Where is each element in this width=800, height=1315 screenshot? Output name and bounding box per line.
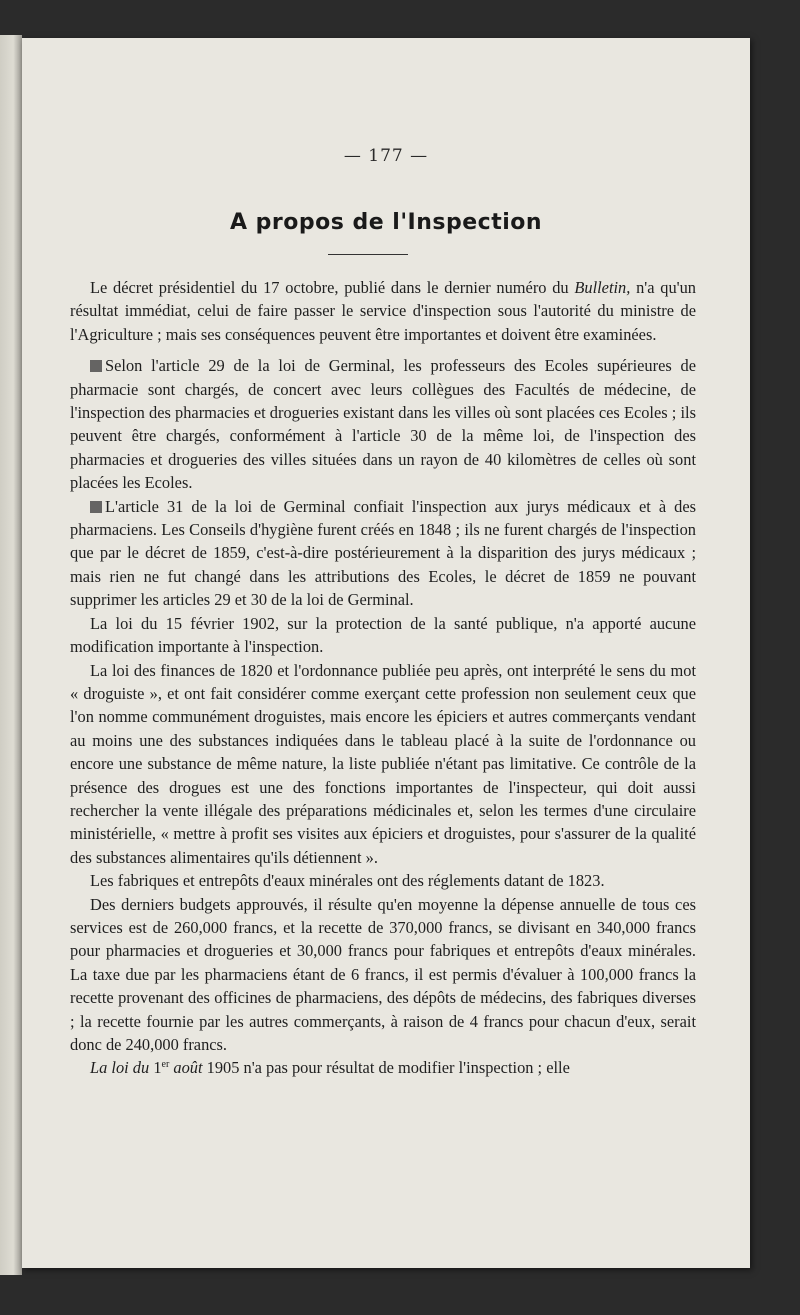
article-title: A propos de l'Inspection	[229, 210, 543, 235]
paragraph-6: Les fabriques et entrepôts d'eaux minérales ont des réglements datant de 1823.	[90, 871, 605, 891]
adjacent-page-edge	[0, 35, 22, 1275]
document-page	[22, 38, 750, 1268]
ink-mark-icon	[90, 360, 102, 372]
paragraph-5: La loi des finances de 1820 et l'ordonnance publiée peu après, ont interprété le sens du mot « droguiste », et ont fait considérer comme exerçant cette profession non seulement ceux que l'on nomme communément droguistes, mais encore les épiciers et autres commerçants vendant au moins une des substances indiquées dans le tableau placé à la suite de l'ordonnance ou encore une substance de même nature, la liste publiée n'étant pas limitative. Ce contrôle de la présence des drogues est une des fonctions importantes de l'inspecteur, qui doit aussi rechercher la vente illégale des préparations médicinales et, selon les termes d'une circulaire ministérielle, « mettre à profit ses visites aux épiciers et droguistes, pour s'assurer de la qualité des substances alimentaires qu'ils détiennent ».	[70, 660, 696, 867]
paragraph-8: La loi du 1er août 1905 n'a pas pour résultat de modifier l'inspection ; elle	[90, 1058, 570, 1078]
paragraph-1: Le décret présidentiel du 17 octobre, publié dans le dernier numéro du Bulletin, n'a qu'un résultat immédiat, celui de faire passer le service d'inspection sous l'autorité du ministre de l'Agriculture ; mais ses conséquences peuvent être importantes et doivent être examinées.	[70, 278, 696, 344]
paragraph-7: Des derniers budgets approuvés, il résulte qu'en moyenne la dépense annuelle de tous ces services est de 260,000 francs, et la recette de 370,000 francs, se divisant en 340,000 francs pour pharmacies et drogueries et 30,000 francs pour fabriques et entrepôts d'eaux minérales. La taxe due par les pharmaciens étant de 6 francs, il est permis d'évaluer à 100,000 francs la recette provenant des officines de pharmaciens, des dépôts de médecins, des fabriques diverses ; la recette fournie par les autres commerçants, à raison de 4 francs pour chacun d'eux, serait donc de 240,000 francs.	[70, 894, 696, 1054]
bulletin-italic: Bulletin,	[574, 278, 631, 297]
title-divider	[328, 254, 408, 255]
paragraph-3: L'article 31 de la loi de Germinal confiait l'inspection aux jurys médicaux et à des pharmaciens. Les Conseils d'hygiène furent créés en 1848 ; ils ne furent chargés de l'inspection que par le décret de 1859, c'est-à-dire postérieurement à la disparition des jurys médicaux ; mais rien ne fut changé dans les attributions des Ecoles, le décret de 1859 ne pouvant supprimer les articles 29 et 30 de la loi de Germinal.	[70, 496, 696, 610]
page-number: — 177 —	[343, 146, 429, 166]
article-body	[70, 276, 696, 1080]
paragraph-4: La loi du 15 février 1902, sur la protection de la santé publique, n'a apporté aucune modification importante à l'inspection.	[70, 613, 696, 657]
ink-mark-icon	[90, 501, 102, 513]
paragraph-2: Selon l'article 29 de la loi de Germinal, les professeurs des Ecoles supérieures de pharmacie sont chargés, de concert avec leurs collègues des Facultés de médecine, de l'inspection des pharmacies et drogueries existant dans les villes où sont placées ces Ecoles ; ils peuvent être chargés, conformément à l'article 30 de la même loi, de l'inspection des pharmacies et drogueries des villes situées dans un rayon de 40 kilomètres de celles où sont placées les Ecoles.	[70, 356, 696, 493]
